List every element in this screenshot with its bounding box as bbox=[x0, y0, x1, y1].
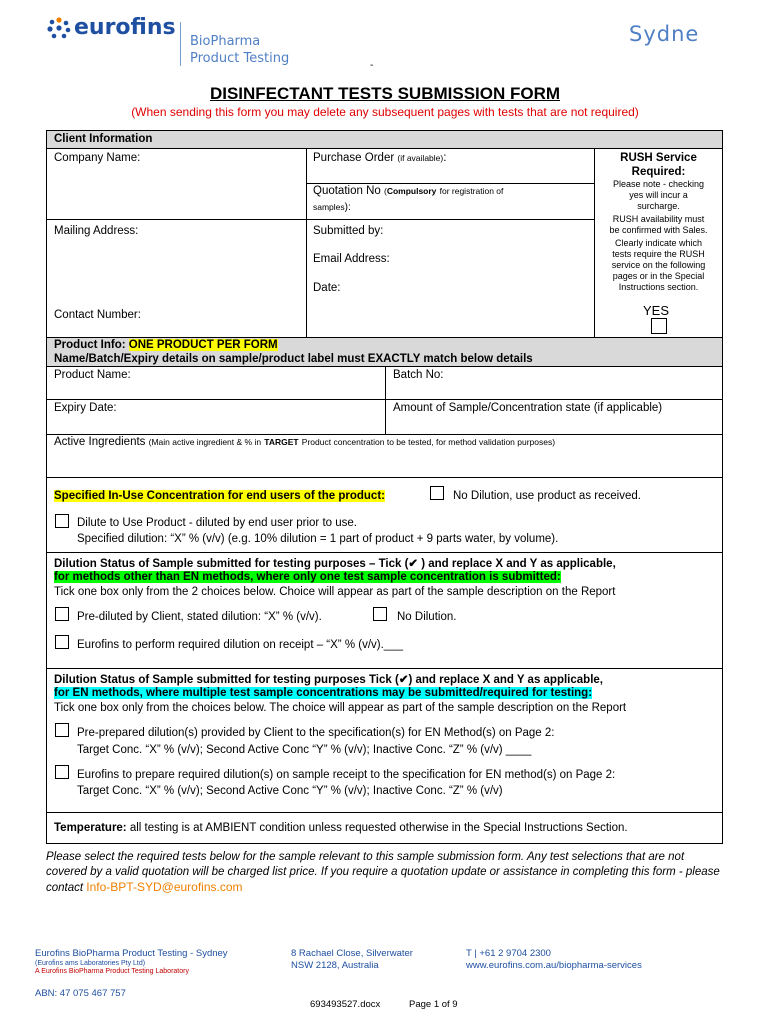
submitted-by-label: Submitted by: bbox=[313, 225, 384, 237]
product-info-line-1 bbox=[54, 339, 278, 351]
rush-note-10: Instructions section. bbox=[618, 282, 699, 292]
note-text: Please select the required tests below for the sample relevant to this sample submission form. Any test selections that are not covered by a valid quotation will be charged list price. If you require a quotation update or assistance in completing this form - please contact bbox=[46, 851, 720, 894]
division-line-1: BioPharma bbox=[190, 34, 261, 49]
eurofins-dilute-label: Eurofins to perform required dilution on receipt – “X” % (v/v).___ bbox=[77, 639, 403, 651]
contact-number-label: Contact Number: bbox=[54, 309, 141, 321]
location-label: Sydne bbox=[629, 22, 700, 46]
product-name-label: Product Name: bbox=[54, 369, 131, 381]
rush-service-box bbox=[595, 151, 722, 293]
batch-no-field[interactable] bbox=[387, 382, 721, 398]
form-subtitle: (When sending this form you may delete any subsequent pages with tests that are not required) bbox=[131, 105, 639, 119]
purchase-order-field[interactable] bbox=[307, 165, 593, 182]
submission-form bbox=[46, 130, 723, 844]
active-ingredients-label bbox=[54, 436, 555, 448]
date-label: Date: bbox=[313, 282, 341, 294]
company-name-field[interactable] bbox=[48, 165, 304, 217]
rush-note-8: service on the following bbox=[611, 260, 706, 270]
prediluted-checkbox[interactable] bbox=[55, 607, 69, 621]
footer-address-2: NSW 2128, Australia bbox=[291, 960, 379, 971]
purchase-order-colon: : bbox=[443, 152, 447, 164]
temperature-line bbox=[54, 822, 628, 834]
rush-note-5: be confirmed with Sales. bbox=[609, 225, 708, 235]
dilute-to-use-label: Dilute to Use Product - diluted by end user prior to use. bbox=[77, 517, 357, 529]
rush-note-4: RUSH availability must bbox=[612, 214, 705, 224]
active-note-target: TARGET bbox=[264, 437, 299, 447]
email-address-label: Email Address: bbox=[313, 253, 390, 265]
quotation-note: for registration of bbox=[439, 186, 504, 196]
eurofins-logo bbox=[46, 15, 176, 46]
eurofins-prepare-line-2: Target Conc. “X” % (v/v); Second Active Conc “Y” % (v/v); Inactive Conc. “Z” % (v/v) bbox=[77, 785, 503, 797]
quotation-open: ( bbox=[383, 186, 387, 196]
footer-company: Eurofins BioPharma Product Testing - Sydney bbox=[35, 948, 228, 959]
rush-note-7: tests require the RUSH bbox=[612, 249, 705, 259]
dilution2-heading: Dilution Status of Sample submitted for testing purposes Tick (✔) and replace X and Y as applicable, bbox=[54, 674, 603, 686]
mailing-address-label: Mailing Address: bbox=[54, 225, 139, 237]
footer-page-number: Page 1 of 9 bbox=[409, 999, 458, 1010]
product-info-label: Product Info: bbox=[54, 339, 126, 351]
product-info-header bbox=[47, 338, 722, 366]
active-note-2: Product concentration to be tested, for method validation purposes) bbox=[301, 437, 556, 447]
purchase-order-note: (if available) bbox=[397, 153, 444, 163]
footer-doc-name: 693493527.docx bbox=[310, 999, 381, 1010]
temperature-label: Temperature: bbox=[54, 822, 127, 834]
logo-text: eurofins bbox=[74, 15, 176, 40]
contact-email-link[interactable]: Info-BPT-SYD@eurofins.com bbox=[86, 880, 243, 894]
rush-note-9: pages or in the Special bbox=[612, 271, 705, 281]
dilution1-highlight: for methods other than EN methods, where only one test sample concentration is submitted: bbox=[54, 571, 561, 583]
preprepared-line-1: Pre-prepared dilution(s) provided by Client to the specification(s) for EN Method(s) on Page 2: bbox=[77, 727, 555, 739]
client-info-title: Client Information bbox=[54, 133, 153, 145]
division-name bbox=[190, 33, 289, 67]
quotation-compulsory: Compulsory bbox=[386, 186, 437, 196]
active-ingredients-field[interactable] bbox=[48, 451, 721, 475]
product-name-field[interactable] bbox=[48, 382, 384, 398]
rush-yes-checkbox[interactable] bbox=[651, 318, 667, 334]
amount-label: Amount of Sample/Concentration state (if applicable) bbox=[393, 402, 663, 414]
expiry-date-field[interactable] bbox=[48, 416, 384, 433]
amount-field[interactable] bbox=[387, 416, 721, 433]
dilute-to-use-checkbox[interactable] bbox=[55, 514, 69, 528]
product-match-line: Name/Batch/Expiry details on sample/product label must EXACTLY match below details bbox=[54, 353, 533, 365]
no-dilution-2-label: No Dilution. bbox=[397, 611, 457, 623]
test-selection-note bbox=[46, 850, 726, 896]
eurofins-dots-icon bbox=[46, 16, 72, 42]
rush-yes-label: YES bbox=[643, 303, 670, 318]
no-dilution-label: No Dilution, use product as received. bbox=[453, 490, 641, 502]
prediluted-label: Pre-diluted by Client, stated dilution: “X” % (v/v). bbox=[77, 611, 322, 623]
no-dilution-2-checkbox[interactable] bbox=[373, 607, 387, 621]
rush-note-2: yes will incur a bbox=[629, 190, 688, 200]
mailing-address-field[interactable] bbox=[48, 239, 304, 304]
quotation-no-label bbox=[313, 185, 503, 197]
preprepared-checkbox[interactable] bbox=[55, 723, 69, 737]
dilution2-instruction: Tick one box only from the choices below. The choice will appear as part of the sample description on the Report bbox=[54, 702, 627, 714]
active-ingredients-text: Active Ingredients bbox=[54, 436, 146, 448]
eurofins-prepare-line-1: Eurofins to prepare required dilution(s) on sample receipt to the specification for EN method(s) on Page 2: bbox=[77, 769, 616, 781]
purchase-order-text: Purchase Order bbox=[313, 152, 395, 164]
footer-phone: T | +61 2 9704 2300 bbox=[466, 948, 551, 959]
rush-note-6: Clearly indicate which bbox=[614, 238, 703, 248]
rush-title-2: Required: bbox=[631, 166, 686, 178]
quotation-close: ): bbox=[344, 202, 351, 213]
company-name-label: Company Name: bbox=[54, 152, 141, 164]
footer-website[interactable]: www.eurofins.com.au/biopharma-services bbox=[466, 960, 642, 971]
rush-title-1: RUSH Service bbox=[620, 152, 697, 164]
dilution2-highlight: for EN methods, where multiple test sample concentrations may be submitted/required for testing: bbox=[54, 687, 593, 699]
footer-company-sub-2: A Eurofins BioPharma Product Testing Laboratory bbox=[35, 968, 189, 975]
quotation-line-2 bbox=[313, 201, 351, 213]
no-dilution-checkbox[interactable] bbox=[430, 486, 444, 500]
rush-note-3: surcharge. bbox=[637, 201, 680, 211]
specified-dilution-text: Specified dilution: “X” % (v/v) (e.g. 10% dilution = 1 part of product + 9 parts water, by volume). bbox=[77, 533, 559, 545]
form-title: DISINFECTANT TESTS SUBMISSION FORM bbox=[209, 84, 561, 103]
temperature-text: all testing is at AMBIENT condition unless requested otherwise in the Special Instructions Section. bbox=[129, 822, 628, 834]
eurofins-dilute-checkbox[interactable] bbox=[55, 635, 69, 649]
active-note-1: (Main active ingredient & % in bbox=[148, 437, 262, 447]
header-dash: - bbox=[370, 60, 374, 71]
purchase-order-label bbox=[313, 152, 446, 164]
client-info-header bbox=[47, 131, 722, 148]
quotation-no-text: Quotation No bbox=[313, 185, 381, 197]
footer-abn: ABN: 47 075 467 757 bbox=[35, 988, 126, 999]
preprepared-line-2: Target Conc. “X” % (v/v); Second Active Conc “Y” % (v/v); Inactive Conc. “Z” % (v/v) ____ bbox=[77, 744, 532, 756]
inuse-concentration-label: Specified In-Use Concentration for end users of the product: bbox=[54, 490, 385, 502]
eurofins-prepare-checkbox[interactable] bbox=[55, 765, 69, 779]
division-line-2: Product Testing bbox=[190, 51, 290, 66]
expiry-date-label: Expiry Date: bbox=[54, 402, 117, 414]
dilution1-instruction: Tick one box only from the 2 choices below. Choice will appear as part of the sample description on the Report bbox=[54, 586, 616, 598]
header-divider bbox=[180, 22, 181, 66]
rush-note-1: Please note - checking bbox=[612, 179, 705, 189]
dilution1-heading: Dilution Status of Sample submitted for testing purposes – Tick (✔ ) and replace X and Y as applicable, bbox=[54, 558, 616, 570]
batch-no-label: Batch No: bbox=[393, 369, 444, 381]
footer-company-sub-1: (Eurofins ams Laboratories Pty Ltd) bbox=[35, 960, 146, 967]
one-product-highlight: ONE PRODUCT PER FORM bbox=[128, 339, 278, 351]
footer-address-1: 8 Rachael Close, Silverwater bbox=[291, 948, 413, 959]
quotation-samples: samples bbox=[313, 202, 345, 212]
